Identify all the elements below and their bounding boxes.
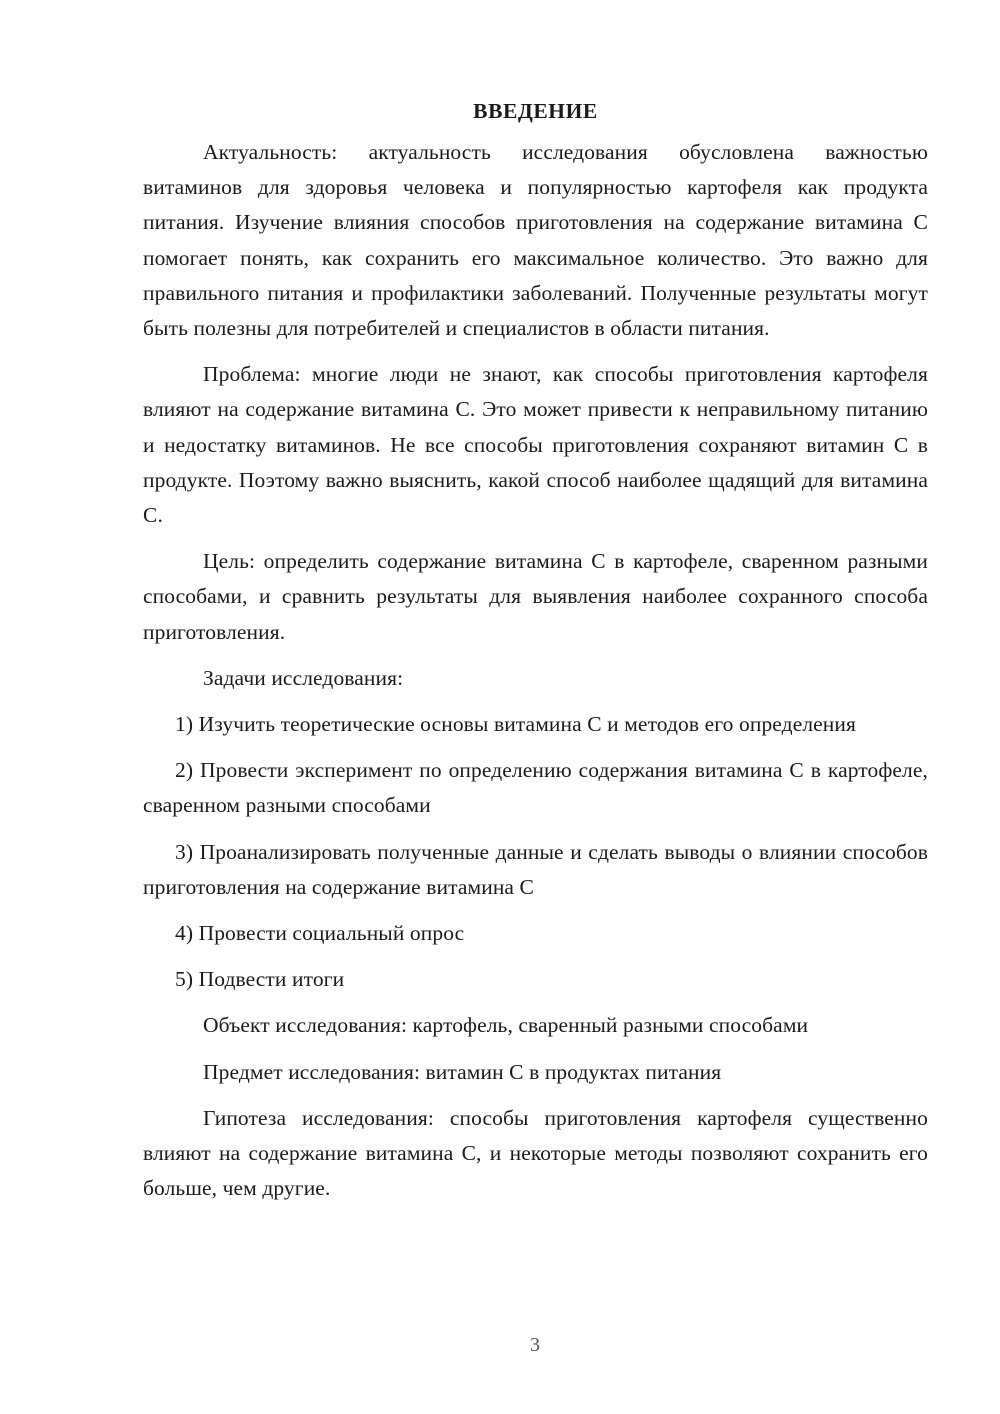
tasks-list — [143, 707, 928, 997]
goal-paragraph: Цель: определить содержание витамина С в картофеле, сваренном разными способами, и сравнить результаты для выявления наиболее сохранного способа приготовления. — [143, 549, 928, 644]
object-paragraph: Объект исследования: картофель, сваренный разными способами — [203, 1013, 809, 1038]
page-number: 3 — [530, 1334, 540, 1356]
task-item-2: 2) Провести эксперимент по определению содержания витамина С в картофеле, сваренном разными способами — [143, 758, 928, 818]
tasks-heading: Задачи исследования: — [203, 665, 404, 690]
task-item-4: 4) Провести социальный опрос — [175, 921, 465, 946]
task-item-5: 5) Подвести итоги — [175, 967, 345, 992]
task-item-3: 3) Проанализировать полученные данные и сделать выводы о влиянии способов приготовления на содержание витамина С — [143, 839, 928, 899]
hypothesis-paragraph: Гипотеза исследования: способы приготовления картофеля существенно влияют на содержание витамина С, и некоторые методы позволяют сохранить его больше, чем другие. — [143, 1105, 928, 1201]
section-title: ВВЕДЕНИЕ — [473, 99, 598, 123]
subject-paragraph: Предмет исследования: витамин С в продуктах питания — [203, 1059, 722, 1084]
problem-paragraph: Проблема: многие люди не знают, как способы приготовления картофеля влияют на содержание витамина С. Это может привести к неправильному питанию и недостатку витаминов. Не все способы приготовления сохраняют витамин С в продукте. Поэтому важно выяснить, какой способ наиболее щадящий для витамина С. — [143, 362, 928, 528]
task-item-1: 1) Изучить теоретические основы витамина С и методов его определения — [175, 712, 857, 737]
document-page — [143, 96, 928, 1217]
relevance-paragraph: Актуальность: актуальность исследования обусловлена важностью витаминов для здоровья человека и популярностью картофеля как продукта питания. Изучение влияния способов приготовления на содержание витамина С помогает понять, как сохранить его максимальное количество. Это важно для правильного питания и профилактики заболеваний. Полученные результаты могут быть полезны для потребителей и специалистов в области питания. — [143, 140, 928, 341]
